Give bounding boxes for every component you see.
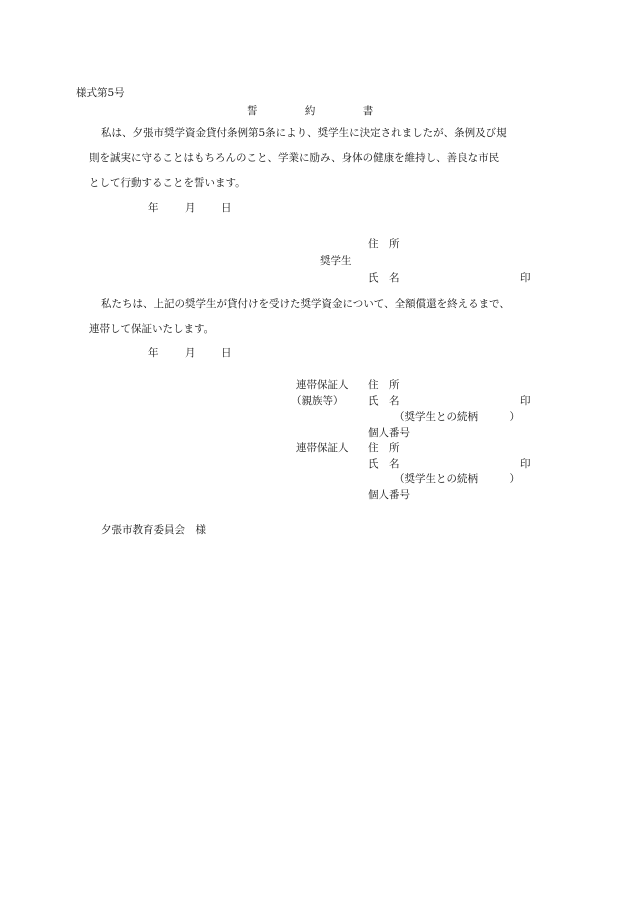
pledge-line-1: 私は、夕張市奨学資金貸付条例第5条により、奨学生に決定されましたが、条例及び規	[101, 127, 507, 139]
document-title	[247, 104, 373, 118]
addressee: 夕張市教育委員会 様	[101, 524, 206, 536]
guarantor2-seal: 印	[520, 458, 531, 470]
title-char-1: 誓	[247, 105, 258, 117]
guarantee-date-day: 日	[221, 347, 232, 359]
date-day: 日	[221, 202, 232, 214]
guarantor2-relation-label: （奨学生との続柄 ）	[394, 473, 520, 485]
pledge-line-3: として行動することを誓います。	[89, 177, 246, 189]
student-role-label: 奨学生	[320, 255, 352, 267]
guarantor1-relation-label: （奨学生との続柄 ）	[394, 411, 520, 423]
guarantor1-id-label: 個人番号	[368, 427, 410, 439]
guarantor1-address-label: 住 所	[368, 379, 400, 391]
student-seal: 印	[520, 272, 531, 284]
guarantee-line-1: 私たちは、上記の奨学生が貸付けを受けた奨学資金について、全額償還を終えるまで、	[101, 298, 510, 310]
guarantee-line-2: 連帯して保証いたします。	[89, 323, 215, 335]
guarantor2-address-label: 住 所	[368, 442, 400, 454]
title-char-2: 約	[304, 105, 316, 117]
guarantee-date-month: 月	[185, 347, 196, 359]
form-number: 様式第5号	[76, 87, 125, 99]
student-name-label: 氏 名	[368, 272, 400, 284]
date-year: 年	[148, 202, 159, 214]
student-address-label: 住 所	[368, 238, 400, 250]
pledge-line-2: 則を誠実に守ることはもちろんのこと、学業に励み、身体の健康を維持し、善良な市民	[89, 152, 500, 164]
date-month: 月	[185, 202, 196, 214]
guarantor2-id-label: 個人番号	[368, 489, 410, 501]
guarantor1-sub-label: （親族等）	[291, 395, 344, 407]
guarantor2-name-label: 氏 名	[368, 458, 400, 470]
guarantor1-seal: 印	[520, 395, 531, 407]
title-char-3: 書	[362, 105, 374, 117]
guarantee-date-year: 年	[148, 347, 159, 359]
guarantor1-role-label: 連帯保証人	[296, 379, 349, 391]
guarantor2-role-label: 連帯保証人	[296, 442, 349, 454]
guarantor1-name-label: 氏 名	[368, 395, 400, 407]
